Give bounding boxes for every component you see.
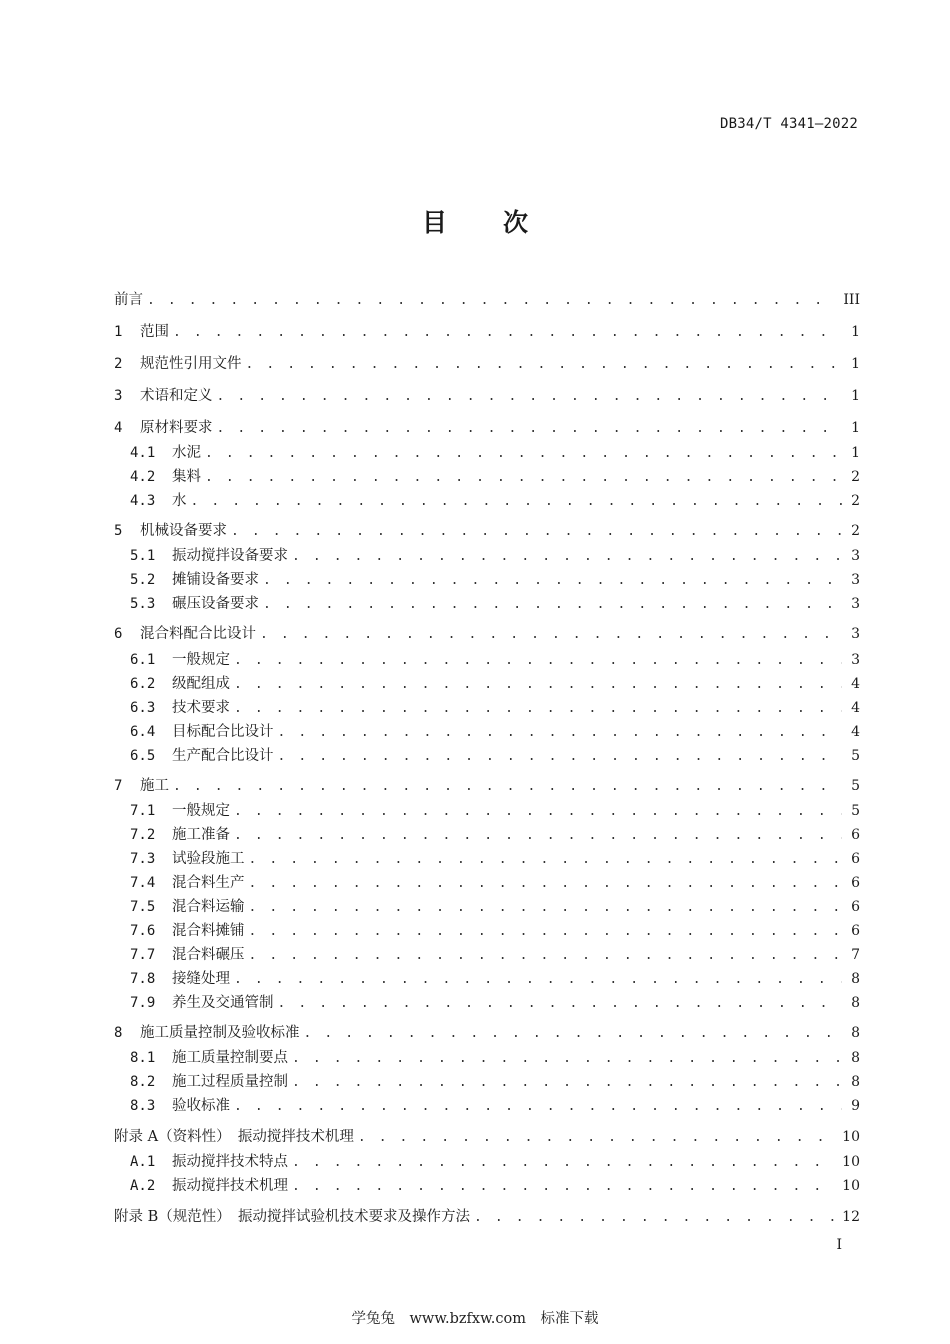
toc-leader-dots [263, 594, 842, 616]
toc-entry-page: 7 [851, 947, 860, 963]
toc-entry-page: 6 [851, 851, 860, 867]
toc-leader-dots [249, 849, 843, 871]
toc-entry[interactable] [130, 745, 860, 767]
toc-entry-label: 养生及交通管制 [172, 995, 274, 1011]
toc-entry-label: 级配组成 [172, 676, 230, 692]
toc-entry[interactable] [130, 848, 860, 870]
toc-entry[interactable] [114, 353, 860, 375]
toc-entry-number: 8.1 [130, 1050, 156, 1066]
toc-entry-label: 施工质量控制要点 [172, 1050, 288, 1066]
toc-entry[interactable] [114, 623, 860, 645]
toc-entry-label: 水 [172, 493, 187, 509]
toc-entry-label: 附录 A（资料性） 振动搅拌技术机理 [114, 1129, 354, 1145]
toc-entry[interactable] [114, 1126, 860, 1148]
toc-entry-label: 范围 [140, 324, 169, 340]
toc-entry-label: 验收标准 [172, 1098, 230, 1114]
toc-entry[interactable] [114, 417, 860, 439]
toc-leader-dots [249, 921, 843, 943]
toc-leader-dots [292, 546, 842, 568]
toc-leader-dots [231, 521, 842, 543]
toc-entry-number: 7 [114, 778, 123, 794]
toc-entry-page: 9 [851, 1098, 860, 1114]
toc-leader-dots [234, 969, 842, 991]
document-code: DB34/T 4341—2022 [719, 116, 858, 132]
toc-leader-dots [173, 776, 842, 798]
toc-entry-page: III [843, 292, 860, 308]
toc-entry[interactable] [130, 442, 860, 464]
toc-entry-label: 水泥 [172, 445, 201, 461]
toc-entry-label: 振动搅拌技术机理 [172, 1178, 288, 1194]
toc-entry-page: 12 [842, 1209, 860, 1225]
toc-entry-page: 3 [851, 596, 860, 612]
toc-entry-page: 4 [851, 676, 860, 692]
toc-entry-page: 3 [851, 652, 860, 668]
toc-entry-page: 2 [851, 469, 860, 485]
toc-leader-dots [234, 674, 842, 696]
toc-entry-label: 技术要求 [172, 700, 230, 716]
toc-leader-dots [234, 801, 842, 823]
toc-leader-dots [249, 945, 843, 967]
toc-entry-label: 施工 [140, 778, 169, 794]
toc-entry[interactable] [114, 1022, 860, 1044]
toc-entry-number: 5.3 [130, 596, 156, 612]
toc-entry-page: 4 [851, 700, 860, 716]
toc-entry-label: 原材料要求 [140, 420, 213, 436]
toc-entry-number: A.1 [130, 1154, 156, 1170]
toc-entry[interactable] [114, 1206, 860, 1228]
toc-entry-label: 接缝处理 [172, 971, 230, 987]
toc-leader-dots [278, 722, 843, 744]
toc-leader-dots [292, 1048, 842, 1070]
toc-leader-dots [263, 570, 842, 592]
toc-entry-label: 混合料配合比设计 [140, 626, 256, 642]
toc-entry[interactable] [130, 968, 860, 990]
toc-entry-page: 6 [851, 923, 860, 939]
toc-entry-label: 集料 [172, 469, 201, 485]
toc-title [0, 203, 950, 239]
toc-entry-number: 7.5 [130, 899, 156, 915]
toc-entry-page: 1 [851, 324, 860, 340]
toc-entry-number: 1 [114, 324, 123, 340]
toc-entry-page: 8 [851, 1025, 860, 1041]
toc-entry[interactable] [130, 824, 860, 846]
toc-leader-dots [292, 1176, 836, 1198]
toc-entry-label: 混合料生产 [172, 875, 245, 891]
toc-entry-label: 机械设备要求 [140, 523, 227, 539]
toc-entry-page: 10 [842, 1154, 860, 1170]
toc-leader-dots [234, 698, 842, 720]
toc-entry-number: 4.3 [130, 493, 156, 509]
toc-entry-page: 6 [851, 827, 860, 843]
toc-leader-dots [217, 386, 843, 408]
toc-leader-dots [249, 873, 843, 895]
toc-entry-page: 2 [851, 493, 860, 509]
toc-entry-page: 10 [842, 1178, 860, 1194]
toc-entry-page: 5 [851, 778, 860, 794]
toc-entry-page: 3 [851, 572, 860, 588]
toc-entry-number: 2 [114, 356, 123, 372]
toc-leader-dots [304, 1023, 843, 1045]
toc-leader-dots [358, 1127, 836, 1149]
toc-entry-number: 6.5 [130, 748, 156, 764]
toc-entry-label: 振动搅拌技术特点 [172, 1154, 288, 1170]
toc-leader-dots [234, 825, 842, 847]
toc-entry-number: 5 [114, 523, 123, 539]
toc-entry-page: 8 [851, 1050, 860, 1066]
toc-entry-number: 3 [114, 388, 123, 404]
toc-entry[interactable] [130, 721, 860, 743]
toc-entry-page: 1 [851, 356, 860, 372]
toc-entry-label: 混合料碾压 [172, 947, 245, 963]
toc-entry-page: 2 [851, 523, 860, 539]
toc-entry[interactable] [130, 490, 860, 512]
toc-entry-page: 1 [851, 445, 860, 461]
toc-entry[interactable] [130, 673, 860, 695]
toc-entry-page: 3 [851, 548, 860, 564]
toc-entry-page: 6 [851, 899, 860, 915]
toc-leader-dots [278, 746, 843, 768]
toc-entry-number: 7.7 [130, 947, 156, 963]
toc-entry-number: 5.2 [130, 572, 156, 588]
toc-entry[interactable] [130, 545, 860, 567]
toc-entry-label: 术语和定义 [140, 388, 213, 404]
toc-leader-dots [217, 418, 843, 440]
toc-entry[interactable] [130, 1047, 860, 1069]
toc-entry[interactable] [130, 1071, 860, 1093]
toc-entry-number: 4.1 [130, 445, 156, 461]
toc-entry[interactable] [114, 385, 860, 407]
page-number: I [836, 1237, 842, 1253]
toc-entry-page: 6 [851, 875, 860, 891]
toc-title-char-1: 目 [421, 208, 447, 237]
toc-entry-number: 7.2 [130, 827, 156, 843]
toc-entry-label: 前言 [114, 292, 143, 308]
toc-entry-label: 试验段施工 [172, 851, 245, 867]
toc-entry[interactable] [114, 289, 860, 311]
toc-leader-dots [191, 491, 843, 513]
toc-entry-page: 8 [851, 995, 860, 1011]
toc-entry-number: 7.9 [130, 995, 156, 1011]
toc-leader-dots [249, 897, 843, 919]
toc-entry-page: 1 [851, 420, 860, 436]
toc-entry-label: 振动搅拌设备要求 [172, 548, 288, 564]
toc-leader-dots [292, 1072, 842, 1094]
toc-entry[interactable] [130, 569, 860, 591]
toc-entry[interactable] [130, 697, 860, 719]
toc-entry[interactable] [130, 992, 860, 1014]
toc-entry-number: 7.1 [130, 803, 156, 819]
toc-entry-number: 6.4 [130, 724, 156, 740]
toc-entry-label: 施工质量控制及验收标准 [140, 1025, 300, 1041]
toc-entry-label: 目标配合比设计 [172, 724, 274, 740]
toc-entry-number: 6.3 [130, 700, 156, 716]
toc-leader-dots [246, 354, 843, 376]
toc-entry-label: 混合料摊铺 [172, 923, 245, 939]
toc-entry[interactable] [114, 321, 860, 343]
toc-entry-label: 生产配合比设计 [172, 748, 274, 764]
toc-leader-dots [260, 624, 842, 646]
toc-entry-page: 8 [851, 971, 860, 987]
toc-entry[interactable] [130, 1175, 860, 1197]
toc-entry-page: 5 [851, 748, 860, 764]
toc-entry-label: 施工准备 [172, 827, 230, 843]
toc-entry[interactable] [130, 466, 860, 488]
toc-entry-page: 4 [851, 724, 860, 740]
toc-leader-dots [173, 322, 842, 344]
toc-leader-dots [278, 993, 843, 1015]
toc-leader-dots [234, 1096, 842, 1118]
toc-entry[interactable] [130, 649, 860, 671]
toc-entry-number: 6.2 [130, 676, 156, 692]
toc-entry-number: 7.8 [130, 971, 156, 987]
toc-entry-number: 8.2 [130, 1074, 156, 1090]
toc-entry[interactable] [130, 920, 860, 942]
toc-entry-number: A.2 [130, 1178, 156, 1194]
toc-entry-number: 6.1 [130, 652, 156, 668]
toc-entry[interactable] [114, 775, 860, 797]
toc-entry-label: 摊铺设备要求 [172, 572, 259, 588]
toc-entry[interactable] [114, 520, 860, 542]
toc-entry-number: 8 [114, 1025, 123, 1041]
toc-entry[interactable] [130, 800, 860, 822]
toc-entry-page: 3 [851, 626, 860, 642]
toc-entry-label: 附录 B（规范性） 振动搅拌试验机技术要求及操作方法 [114, 1209, 471, 1225]
toc-entry[interactable] [130, 872, 860, 894]
toc-entry-label: 规范性引用文件 [140, 356, 242, 372]
toc-entry-number: 6 [114, 626, 123, 642]
toc-leader-dots [147, 290, 837, 312]
toc-entry-number: 7.6 [130, 923, 156, 939]
toc-entry[interactable] [130, 1095, 860, 1117]
toc-entry-number: 8.3 [130, 1098, 156, 1114]
footer-watermark: 学兔兔 www.bzfxw.com 标准下载 [351, 1311, 599, 1327]
toc-leader-dots [205, 467, 842, 489]
toc-entry-number: 5.1 [130, 548, 156, 564]
toc-entry-page: 1 [851, 388, 860, 404]
toc-leader-dots [234, 650, 842, 672]
toc-entry-label: 混合料运输 [172, 899, 245, 915]
toc-title-char-2: 次 [503, 208, 529, 237]
toc-leader-dots [205, 443, 842, 465]
toc-entry-label: 碾压设备要求 [172, 596, 259, 612]
toc-leader-dots [292, 1152, 836, 1174]
toc-entry-page: 5 [851, 803, 860, 819]
toc-entry-page: 10 [842, 1129, 860, 1145]
toc-entry-number: 7.4 [130, 875, 156, 891]
toc-entry[interactable] [130, 1151, 860, 1173]
toc-entry-number: 4 [114, 420, 123, 436]
toc-entry-page: 8 [851, 1074, 860, 1090]
toc-entry-label: 一般规定 [172, 652, 230, 668]
toc-entry-number: 7.3 [130, 851, 156, 867]
toc-leader-dots [474, 1207, 836, 1229]
toc-entry-number: 4.2 [130, 469, 156, 485]
toc-entry-label: 施工过程质量控制 [172, 1074, 288, 1090]
toc-entry-label: 一般规定 [172, 803, 230, 819]
toc-entry[interactable] [130, 593, 860, 615]
toc-entry[interactable] [130, 944, 860, 966]
toc-entry[interactable] [130, 896, 860, 918]
